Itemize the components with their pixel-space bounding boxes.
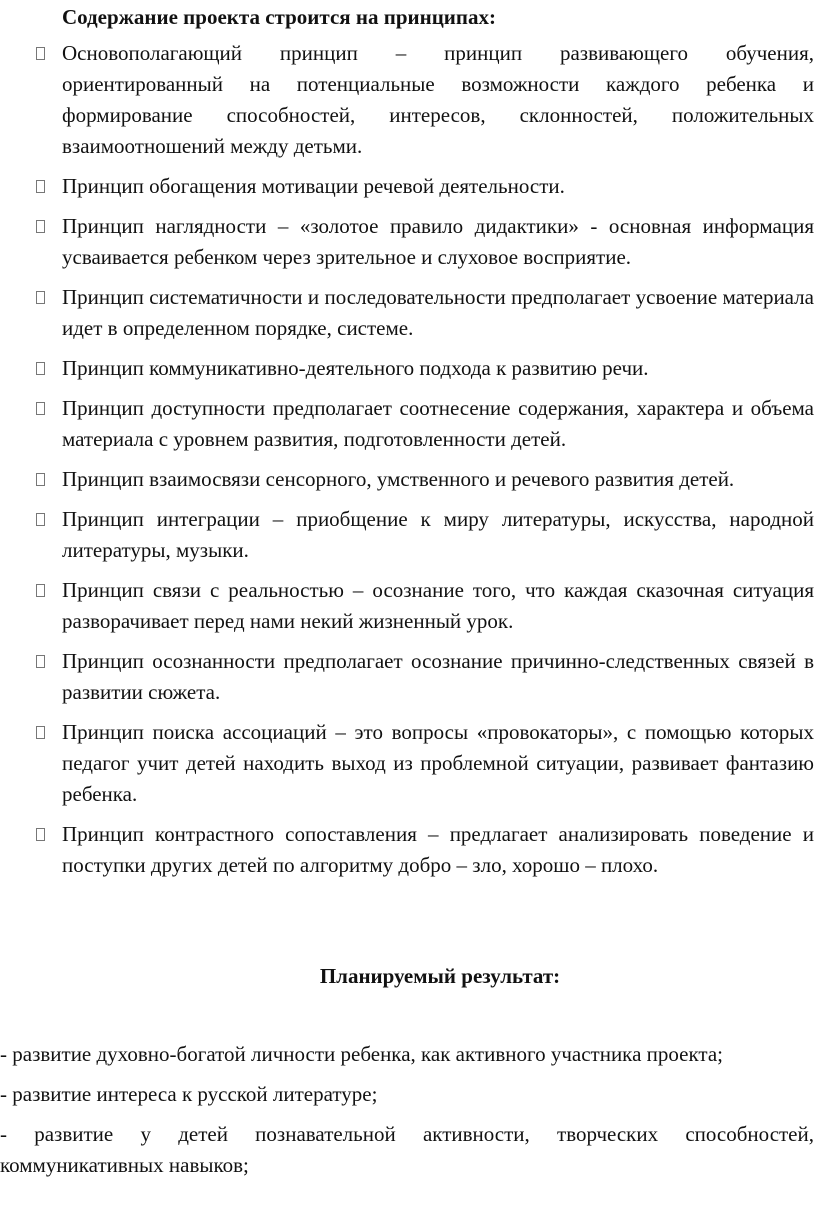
principle-text: Принцип связи с реальностью – осознание того, что каждая сказочная ситуация разворачивает перед нами некий жизненный урок. [62,578,814,633]
principle-item [0,575,816,637]
results-list [0,1039,816,1190]
bullet-box-icon [36,513,45,526]
principle-text: Принцип контрастного сопоставления – предлагает анализировать поведение и поступки других детей по алгоритму добро – зло, хорошо – плохо. [62,822,814,877]
principle-item [0,282,816,344]
principle-text: Основополагающий принцип – принцип развивающего обучения, ориентированный на потенциальные возможности каждого ребенка и формирование способностей, интересов, склонностей, положительных взаимоотношений между детьми. [62,41,814,158]
principle-item [0,393,816,455]
bullet-box-icon [36,726,45,739]
principle-text: Принцип систематичности и последовательности предполагает усвоение материала идет в определенном порядке, системе. [62,285,814,340]
principles-list [0,38,816,890]
bullet-box-icon [36,291,45,304]
principle-text: Принцип осознанности предполагает осознание причинно-следственных связей в развитии сюжета. [62,649,814,704]
principle-text: Принцип доступности предполагает соотнесение содержания, характера и объема материала с уровнем развития, подготовленности детей. [62,396,814,451]
principle-item [0,211,816,273]
content-heading: Содержание проекта строится на принципах: [62,5,496,29]
bullet-box-icon [36,828,45,841]
principle-item [0,504,816,566]
principle-text: Принцип интеграции – приобщение к миру литературы, искусства, народной литературы, музыки. [62,507,814,562]
result-item: - развитие духовно-богатой личности ребенка, как активного участника проекта; [0,1042,723,1066]
principle-item [0,38,816,162]
principle-text: Принцип коммуникативно-деятельного подхода к развитию речи. [62,356,649,380]
bullet-box-icon [36,655,45,668]
bullet-box-icon [36,362,45,375]
bullet-box-icon [36,47,45,60]
result-item: - развитие интереса к русской литературе; [0,1082,378,1106]
principle-item [0,171,816,202]
principle-item [0,464,816,495]
bullet-box-icon [36,402,45,415]
result-heading: Планируемый результат: [319,964,561,988]
bullet-box-icon [36,220,45,233]
principle-text: Принцип поиска ассоциаций – это вопросы «провокаторы», с помощью которых педагог учит детей находить выход из проблемной ситуации, развивает фантазию ребенка. [62,720,814,806]
principle-item [0,646,816,708]
principle-text: Принцип наглядности – «золотое правило дидактики» - основная информация усваивается ребенком через зрительное и слуховое восприятие. [62,214,814,269]
result-item: - развитие у детей познавательной активности, творческих способностей, коммуникативных навыков; [0,1122,814,1177]
principle-item [0,353,816,384]
principle-text: Принцип взаимосвязи сенсорного, умственного и речевого развития детей. [62,467,735,491]
bullet-box-icon [36,584,45,597]
bullet-box-icon [36,473,45,486]
principle-item [0,717,816,810]
principle-text: Принцип обогащения мотивации речевой деятельности. [62,174,565,198]
bullet-box-icon [36,180,45,193]
principle-item [0,819,816,881]
